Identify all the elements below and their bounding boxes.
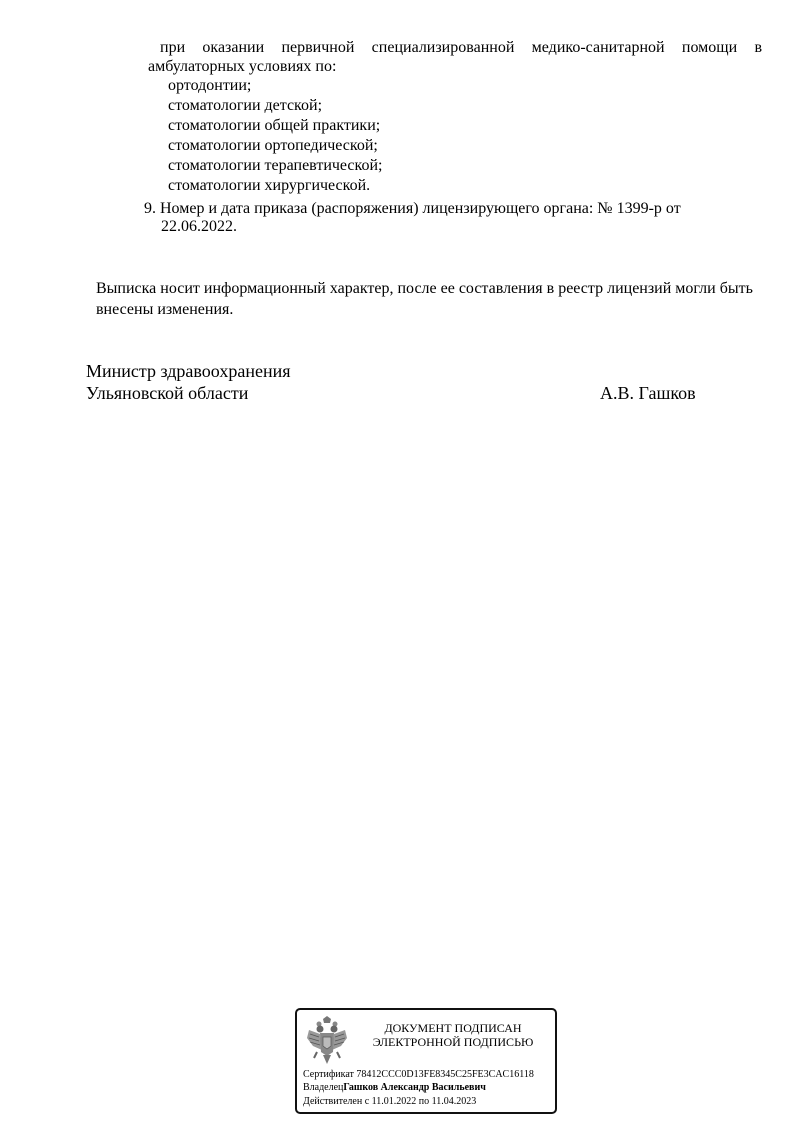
list-item: стоматологии хирургической. — [168, 177, 371, 194]
signatory-title: Министр здравоохранения — [86, 361, 291, 381]
list-item: стоматологии общей практики; — [168, 117, 381, 134]
list-item: ортодонтии; — [168, 77, 252, 94]
list-item: стоматологии детской; — [168, 97, 323, 114]
stamp-heading-line-1: ДОКУМЕНТ ПОДПИСАН — [384, 1021, 522, 1035]
intro-line-1: при оказании первичной специализированной медико-санитарной помощи в — [160, 39, 762, 56]
item-9-line-1: 9. Номер и дата приказа (распоряжения) лицензирующего органа: № 1399-р от — [144, 200, 681, 217]
stamp-heading-line-2: ЭЛЕКТРОННОЙ ПОДПИСЬЮ — [372, 1035, 534, 1049]
specialties-list — [168, 76, 383, 196]
item-9-line-2: 22.06.2022. — [161, 218, 237, 235]
certificate-validity: Действителен с 11.01.2022 по 11.04.2023 — [303, 1096, 477, 1107]
signatory-name: А.В. Гашков — [600, 383, 696, 403]
signatory-region: Ульяновской области — [86, 383, 249, 403]
intro-line-2: амбулаторных условиях по: — [148, 58, 337, 75]
list-item: стоматологии терапевтической; — [168, 157, 383, 174]
list-item: стоматологии ортопедической; — [168, 137, 378, 154]
stamp-heading — [353, 1021, 553, 1049]
disclaimer-notice: Выписка носит информационный характер, после ее составления в реестр лицензий могли быть внесены изменения. — [96, 280, 753, 318]
certificate-number: Сертификат 78412CCC0D13FE8345C25FE3CAC16118 — [303, 1069, 534, 1080]
owner-label: Владелец — [303, 1082, 344, 1093]
digital-signature-stamp — [295, 1008, 557, 1114]
certificate-owner — [303, 1081, 486, 1094]
coat-of-arms-icon — [305, 1016, 349, 1068]
owner-name: Гашков Александр Васильевич — [343, 1082, 486, 1093]
